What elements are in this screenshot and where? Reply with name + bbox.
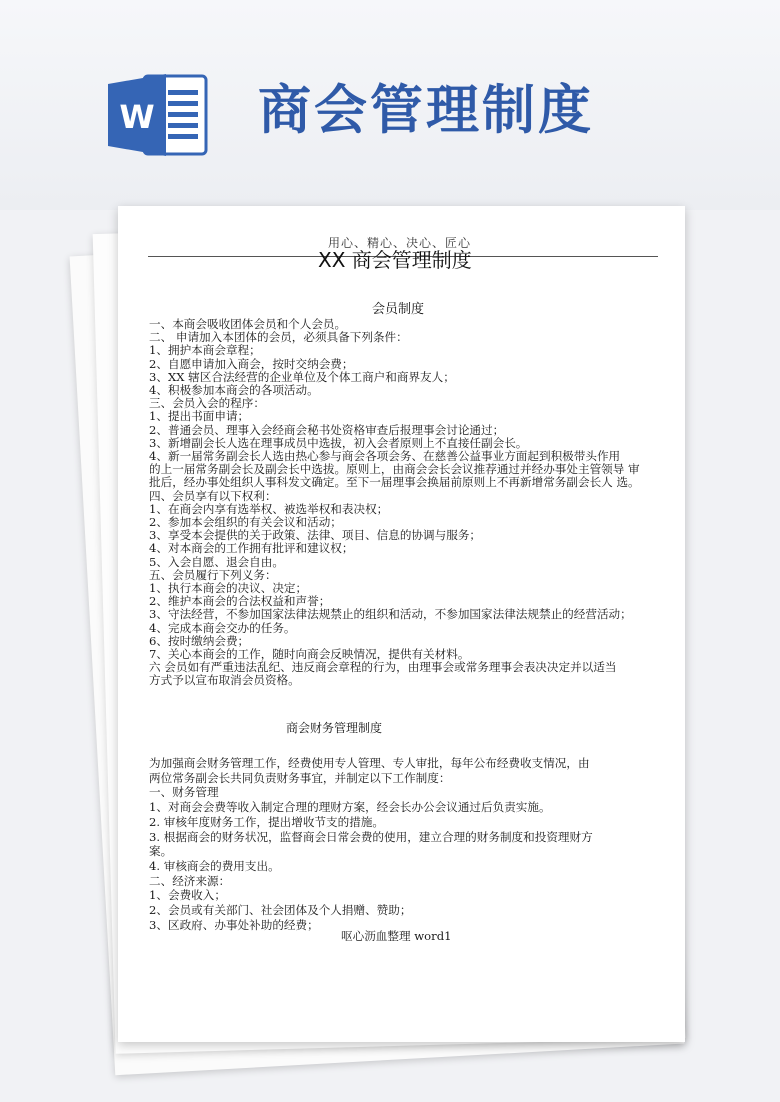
document-title: XX 商会管理制度	[318, 248, 472, 272]
text-line: 3、XX 辖区合法经营的企业单位及个体工商户和商界友人；	[149, 370, 455, 384]
text-line: 6、按时缴纳会费；	[149, 634, 250, 648]
text-line: 五、会员履行下列义务：	[149, 568, 277, 582]
text-line: 2、维护本商会的合法权益和声誉；	[149, 595, 331, 609]
text-line: 二、经济来源：	[149, 873, 231, 888]
text-line: 两位常务副会长共同负责财务事宜，并制定以下工作制度：	[149, 770, 451, 785]
svg-text:W: W	[119, 98, 155, 136]
text-line: 3、新增副会长人选在理事成员中选拔，初入会者原则上不直接任副会长。	[149, 436, 528, 450]
text-line: 2、参加本会组织的有关会议和活动；	[149, 516, 342, 530]
text-line: 六 会员如有严重违法乱纪、违反商会章程的行为，由理事会或常务理事会表决决定并以适当	[149, 661, 617, 675]
finance-heading: 商会财务管理制度	[286, 721, 383, 735]
text-line: 二、 申请加入本团体的会员，必须具备下列条件：	[149, 331, 408, 345]
text-line: 7、关心本商会的工作，随时向商会反映情况，提供有关材料。	[149, 648, 470, 662]
membership-body	[149, 318, 669, 688]
text-line: 3、区政府、办事处补助的经费；	[149, 917, 319, 932]
text-line: 5、入会自愿、退会自由。	[149, 555, 284, 569]
text-line: 1、执行本商会的决议、决定；	[149, 582, 308, 596]
text-line: 4、对本商会的工作拥有批评和建议权；	[149, 542, 354, 556]
text-line: 1、会费收入；	[149, 888, 226, 903]
text-line: 的上一届常务副会长及副会长中选拔。原则上，由商会会长会议推荐通过并经办事处主管领导 审	[149, 463, 640, 477]
document-slogan: 用心、精心、决心、匠心	[328, 236, 472, 250]
text-line: 4. 审核商会的费用支出。	[149, 858, 280, 873]
text-line: 4、新一届常务副会长人选由热心参与商会各项会务、在慈善公益事业方面起到积极带头作用	[149, 450, 621, 464]
text-line: 4、积极参加本商会的各项活动。	[149, 384, 319, 398]
text-line: 2. 审核年度财务工作，提出增收节支的措施。	[149, 814, 385, 829]
text-line: 3、守法经营，不参加国家法律法规禁止的组织和活动，不参加国家法律法规禁止的经营活动；	[149, 608, 632, 622]
text-line: 三、会员入会的程序：	[149, 397, 265, 411]
text-line: 3、享受本会提供的关于政策、法律、项目、信息的协调与服务；	[149, 529, 482, 543]
document-footer: 呕心沥血整理 word1	[341, 929, 452, 943]
text-line: 2、自愿申请加入商会，按时交纳会费；	[149, 357, 354, 371]
word-document-icon	[106, 70, 212, 160]
text-line: 为加强商会财务管理工作，经费使用专人管理、专人审批，每年公布经费收支情况，由	[149, 756, 590, 770]
text-line: 1、拥护本商会章程；	[149, 344, 261, 358]
document-page	[118, 206, 685, 1042]
membership-heading: 会员制度	[372, 302, 425, 317]
text-line: 4、完成本商会交办的任务。	[149, 621, 296, 635]
finance-body	[149, 756, 674, 932]
text-line: 案。	[149, 844, 173, 859]
text-line: 2、普通会员、理事入会经商会秘书处资格审查后报理事会讨论通过；	[149, 423, 505, 437]
text-line: 1、提出书面申请；	[149, 410, 250, 424]
page-title: 商会管理制度	[258, 80, 594, 141]
text-line: 3. 根据商会的财务状况，监督商会日常会费的使用，建立合理的财务制度和投资理财方	[149, 829, 593, 844]
text-line: 1、在商会内享有选举权、被选举权和表决权；	[149, 502, 389, 516]
text-line: 一、财务管理	[149, 785, 219, 800]
text-line: 方式予以宣布取消会员资格。	[149, 674, 300, 688]
text-line: 四、会员享有以下权利：	[149, 489, 277, 503]
text-line: 2、会员或有关部门、社会团体及个人捐赠、赞助；	[149, 903, 412, 918]
text-line: 1、对商会会费等收入制定合理的理财方案，经会长办公会议通过后负责实施。	[149, 800, 551, 815]
text-line: 一、本商会吸收团体会员和个人会员。	[149, 318, 347, 331]
text-line: 批后，经办事处组织人事科发文确定。至下一届理事会换届前原则上不再新增常务副会长人 选。	[149, 476, 640, 490]
